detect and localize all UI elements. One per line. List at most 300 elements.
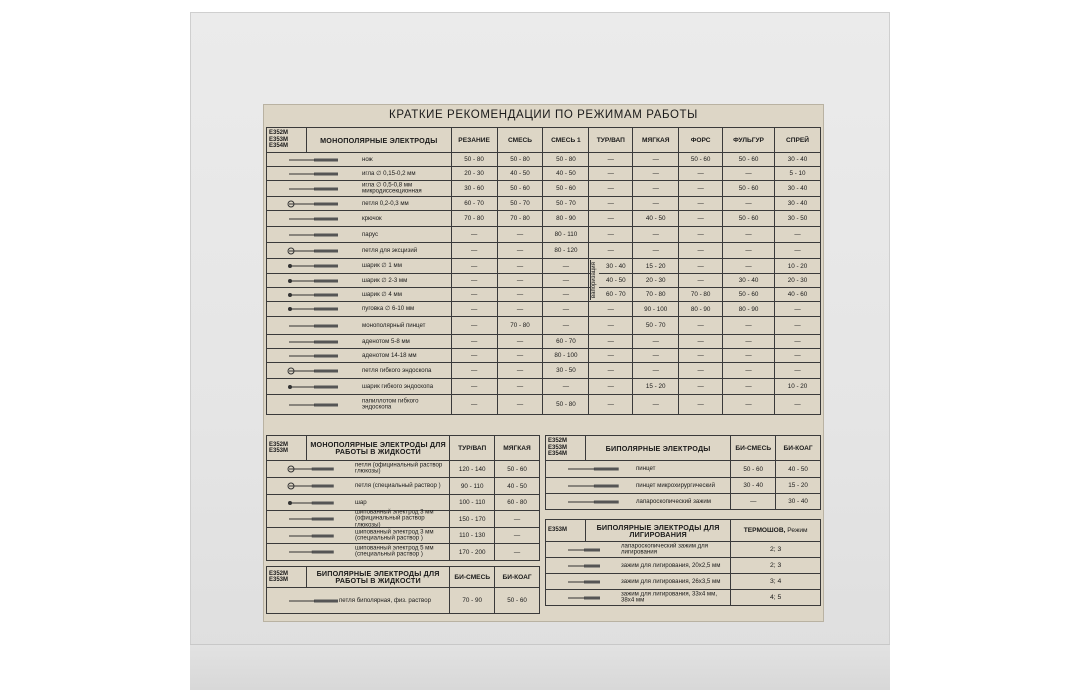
table-row xyxy=(546,542,821,558)
instrument-name: зажим для лигирования, 20x2,5 мм xyxy=(621,561,721,569)
value-cell: 150 - 170 xyxy=(450,511,495,528)
value-cell: 30 - 40 xyxy=(731,478,776,494)
value-cell: — xyxy=(723,167,775,181)
instrument-cell xyxy=(546,461,731,478)
value-cell: — xyxy=(679,197,723,211)
group-header: БИПОЛЯРНЫЕ ЭЛЕКТРОДЫ xyxy=(585,436,730,461)
value-cell: — xyxy=(731,494,776,510)
col-spray: СПРЕЙ xyxy=(775,128,821,153)
instrument-name: шарик гибкого эндоскопа xyxy=(362,382,434,390)
instrument-cell xyxy=(267,153,452,167)
value-cell: — xyxy=(679,395,723,415)
value-cell: — xyxy=(633,349,679,363)
value-cell: — xyxy=(451,379,497,395)
table-row xyxy=(267,243,821,259)
ligation-table xyxy=(545,519,821,606)
value-cell: — xyxy=(497,259,543,274)
instrument-cell xyxy=(267,335,452,349)
table-row xyxy=(267,511,540,528)
table-row xyxy=(267,153,821,167)
col-tur-vap: ТУР/ВАП xyxy=(450,436,495,461)
electrode-drawing-icon xyxy=(287,481,342,491)
instrument-cell xyxy=(267,288,452,302)
value-cell: — xyxy=(679,227,723,243)
col-bi-blend: БИ-СМЕСЬ xyxy=(731,436,776,461)
value-cell: 50 - 80 xyxy=(451,153,497,167)
value-cell: 120 - 140 xyxy=(450,461,495,478)
value-cell: — xyxy=(589,211,633,227)
instrument-name: игла ∅ 0,5-0,8 мм микродиссекционная xyxy=(362,181,422,195)
value-cell: — xyxy=(723,335,775,349)
model-list: E352M E353M xyxy=(267,567,307,588)
instrument-name: папиллотом гибкого эндоскопа xyxy=(362,397,419,411)
electrode-drawing-icon xyxy=(287,400,347,410)
instrument-cell xyxy=(267,349,452,363)
value-cell: 20 - 30 xyxy=(775,274,821,288)
value-cell: 50 - 60 xyxy=(731,461,776,478)
model-list: E353M xyxy=(546,520,586,542)
instrument-name: шарик ∅ 1 мм xyxy=(362,261,402,269)
instrument-name: шипованный электрод 3 мм (официнальный раствор глюкозы) xyxy=(355,508,434,529)
value-cell: 80 - 90 xyxy=(679,302,723,317)
liquid-monopolar-table xyxy=(266,435,540,561)
table-row xyxy=(267,197,821,211)
value-cell: — xyxy=(543,379,589,395)
value-cell: — xyxy=(497,395,543,415)
value-cell: 3; 4 xyxy=(731,574,821,590)
value-cell: — xyxy=(589,349,633,363)
value-cell: 50 - 60 xyxy=(543,181,589,197)
value-cell: 40 - 50 xyxy=(495,478,540,495)
value-cell: — xyxy=(451,274,497,288)
value-cell: — xyxy=(589,363,633,379)
instrument-cell xyxy=(267,363,452,379)
value-cell: — xyxy=(775,302,821,317)
value-cell: — xyxy=(451,302,497,317)
value-cell: — xyxy=(723,349,775,363)
group-header: БИПОЛЯРНЫЕ ЭЛЕКТРОДЫ ДЛЯ РАБОТЫ В ЖИДКОСТИ xyxy=(306,567,449,588)
value-cell: — xyxy=(775,317,821,335)
instrument-name: парус xyxy=(362,230,379,238)
value-cell: — xyxy=(589,379,633,395)
value-cell: — xyxy=(451,243,497,259)
electrode-drawing-icon xyxy=(287,184,347,194)
instrument-cell xyxy=(546,494,731,510)
table-row xyxy=(267,288,821,302)
instrument-name: петля (специальный раствор ) xyxy=(355,481,441,489)
value-cell: 30 - 40 xyxy=(775,181,821,197)
table-row xyxy=(267,363,821,379)
electrode-drawing-icon xyxy=(287,169,347,179)
electrode-drawing-icon xyxy=(287,230,347,240)
value-cell: — xyxy=(633,227,679,243)
liquid-bipolar-table xyxy=(266,566,540,614)
col-tur-vap: ТУР/ВАП xyxy=(589,128,633,153)
table-row xyxy=(546,590,821,606)
instrument-cell xyxy=(267,317,452,335)
value-cell: 40 - 50 xyxy=(633,211,679,227)
table-row xyxy=(267,167,821,181)
value-cell: — xyxy=(679,317,723,335)
col-soft: МЯГКАЯ xyxy=(633,128,679,153)
value-cell: 4; 5 xyxy=(731,590,821,606)
value-cell: 70 - 80 xyxy=(497,211,543,227)
instrument-name: петля для эксцизий xyxy=(362,246,418,254)
vaporization-label: вапоризация xyxy=(590,260,599,300)
instrument-name: зажим для лигирования, 33x4 мм, 38x4 мм xyxy=(621,590,718,604)
instrument-name: петля (официнальный раствор глюкозы) xyxy=(355,461,443,475)
value-cell: 60 - 80 xyxy=(495,495,540,511)
value-cell: — xyxy=(451,259,497,274)
electrode-drawing-icon xyxy=(566,577,606,587)
electrode-drawing-icon xyxy=(287,304,347,314)
instrument-cell xyxy=(267,211,452,227)
model-list: E352M E353M E354M xyxy=(546,436,586,461)
value-cell: 30 - 40 xyxy=(775,153,821,167)
table-row xyxy=(267,302,821,317)
col-forced: ФОРС xyxy=(679,128,723,153)
value-cell: — xyxy=(497,302,543,317)
value-cell: — xyxy=(589,197,633,211)
instrument-name: лапароскопический зажим для лигирования xyxy=(621,542,709,556)
instrument-name: аденотом 5-8 мм xyxy=(362,337,410,345)
value-cell: 80 - 110 xyxy=(543,227,589,243)
value-cell: — xyxy=(543,274,589,288)
instrument-name: аденотом 14-18 мм xyxy=(362,351,417,359)
value-cell: — xyxy=(679,363,723,379)
instrument-name: шарик ∅ 4 мм xyxy=(362,290,402,298)
value-cell: 40 - 50 xyxy=(543,167,589,181)
table-row xyxy=(267,349,821,363)
value-cell: 110 - 130 xyxy=(450,528,495,544)
value-cell: 80 - 120 xyxy=(543,243,589,259)
value-cell: — xyxy=(775,243,821,259)
table-row xyxy=(267,227,821,243)
instrument-name: нож xyxy=(362,155,373,163)
value-cell: — xyxy=(723,259,775,274)
value-cell: — xyxy=(497,288,543,302)
electrode-drawing-icon xyxy=(287,514,342,524)
model-list: E352M E353M xyxy=(267,436,307,461)
value-cell: — xyxy=(679,274,723,288)
value-cell: 90 - 100 xyxy=(633,302,679,317)
electrode-drawing-icon xyxy=(287,261,347,271)
table-row xyxy=(546,574,821,590)
table-row xyxy=(267,317,821,335)
value-cell: 40 - 50 xyxy=(589,274,633,288)
value-cell: 170 - 200 xyxy=(450,544,495,561)
electrode-drawing-icon xyxy=(287,214,347,224)
electrode-drawing-icon xyxy=(287,246,347,256)
value-cell: — xyxy=(679,349,723,363)
value-cell: 70 - 80 xyxy=(633,288,679,302)
instrument-cell xyxy=(267,508,450,529)
value-cell: 70 - 80 xyxy=(679,288,723,302)
electrode-drawing-icon xyxy=(566,545,606,555)
value-cell: — xyxy=(679,181,723,197)
value-cell: — xyxy=(723,395,775,415)
value-cell: — xyxy=(775,395,821,415)
value-cell: — xyxy=(543,317,589,335)
col-blend: СМЕСЬ xyxy=(497,128,543,153)
table-row xyxy=(267,544,540,561)
value-cell: 30 - 40 xyxy=(776,494,821,510)
instrument-cell xyxy=(267,478,450,495)
model-list: E352M E353M E354M xyxy=(267,128,307,153)
value-cell: — xyxy=(495,528,540,544)
value-cell: — xyxy=(633,335,679,349)
value-cell: 50 - 60 xyxy=(495,588,540,614)
value-cell: 70 - 80 xyxy=(451,211,497,227)
instrument-name: пинцет xyxy=(636,464,656,472)
instrument-name: петля гибкого эндоскопа xyxy=(362,366,432,374)
value-cell: — xyxy=(497,363,543,379)
value-cell: 50 - 70 xyxy=(497,197,543,211)
value-cell: 15 - 20 xyxy=(633,379,679,395)
value-cell: — xyxy=(589,243,633,259)
value-cell: 15 - 20 xyxy=(633,259,679,274)
col-soft: МЯГКАЯ xyxy=(495,436,540,461)
instrument-cell xyxy=(267,274,452,288)
value-cell: — xyxy=(589,302,633,317)
col-cut: РЕЗАНИЕ xyxy=(451,128,497,153)
instrument-name: шипованный электрод 5 мм (специальный раствор ) xyxy=(355,544,434,558)
value-cell: — xyxy=(451,227,497,243)
value-cell: 60 - 70 xyxy=(589,288,633,302)
col-bi-coag: БИ-КОАГ xyxy=(776,436,821,461)
group-header: БИПОЛЯРНЫЕ ЭЛЕКТРОДЫ ДЛЯ ЛИГИРОВАНИЯ xyxy=(585,520,730,542)
value-cell: 80 - 100 xyxy=(543,349,589,363)
value-cell: 2; 3 xyxy=(731,558,821,574)
value-cell: — xyxy=(723,197,775,211)
value-cell: 50 - 80 xyxy=(497,153,543,167)
table-row xyxy=(267,259,821,274)
value-cell: — xyxy=(497,227,543,243)
instrument-cell xyxy=(267,528,450,544)
value-cell: 70 - 80 xyxy=(497,317,543,335)
value-cell: — xyxy=(495,511,540,528)
value-cell: — xyxy=(451,335,497,349)
value-cell: — xyxy=(775,335,821,349)
value-cell: — xyxy=(633,363,679,379)
value-cell: 50 - 60 xyxy=(723,181,775,197)
electrode-drawing-icon xyxy=(287,547,342,557)
value-cell: 30 - 40 вапоризация xyxy=(589,259,633,274)
electrode-drawing-icon xyxy=(287,464,342,474)
electrode-drawing-icon xyxy=(287,199,347,209)
electrode-drawing-icon xyxy=(287,321,347,331)
electrode-drawing-icon xyxy=(287,382,347,392)
value-cell: — xyxy=(543,259,589,274)
value-cell: — xyxy=(679,379,723,395)
value-cell: 10 - 20 xyxy=(775,379,821,395)
electrode-drawing-icon xyxy=(566,464,628,474)
electrode-drawing-icon xyxy=(566,593,606,603)
value-cell: — xyxy=(679,259,723,274)
instrument-cell xyxy=(267,243,452,259)
instrument-name: петля 0,2-0,3 мм xyxy=(362,199,409,207)
value-cell: — xyxy=(543,302,589,317)
instrument-cell xyxy=(546,558,731,574)
table-row xyxy=(267,395,821,415)
instrument-name: пуговка ∅ 6-10 мм xyxy=(362,304,415,312)
electrode-drawing-icon xyxy=(287,498,342,508)
value-cell: 20 - 30 xyxy=(451,167,497,181)
value-cell: — xyxy=(723,317,775,335)
group-header: МОНОПОЛЯРНЫЕ ЭЛЕКТРОДЫ xyxy=(306,128,451,153)
instrument-name: крючок xyxy=(362,214,382,222)
value-cell: 50 - 70 xyxy=(543,197,589,211)
value-cell: 40 - 50 xyxy=(776,461,821,478)
instrument-cell xyxy=(267,461,450,478)
electrode-drawing-icon xyxy=(287,155,347,165)
instrument-cell xyxy=(267,259,452,274)
electrode-drawing-icon xyxy=(287,351,347,361)
value-cell: 30 - 40 xyxy=(723,274,775,288)
value-cell: 50 - 60 xyxy=(723,211,775,227)
instrument-cell xyxy=(267,181,452,197)
value-cell: — xyxy=(775,363,821,379)
value-cell: — xyxy=(451,317,497,335)
electrode-drawing-icon xyxy=(287,276,347,286)
value-cell: — xyxy=(589,181,633,197)
table-row xyxy=(546,494,821,510)
box-lid-edge xyxy=(190,644,890,690)
value-cell: 15 - 20 xyxy=(776,478,821,494)
instrument-name: зажим для лигирования, 26x3,5 мм xyxy=(621,577,721,585)
value-cell: — xyxy=(589,153,633,167)
value-cell: — xyxy=(633,181,679,197)
value-cell: 10 - 20 xyxy=(775,259,821,274)
instrument-name: петля биполярная, физ. раствор xyxy=(339,596,431,604)
value-cell: — xyxy=(633,167,679,181)
value-cell: 50 - 60 xyxy=(723,153,775,167)
value-cell: — xyxy=(633,197,679,211)
col-thermoseal: ТЕРМОШОВ, Режим xyxy=(731,520,821,542)
value-cell: — xyxy=(723,227,775,243)
table-row xyxy=(546,461,821,478)
value-cell: 30 - 60 xyxy=(451,181,497,197)
bipolar-table xyxy=(545,435,821,510)
table-row xyxy=(267,461,540,478)
table-row xyxy=(267,274,821,288)
value-cell: — xyxy=(679,211,723,227)
value-cell: — xyxy=(451,363,497,379)
value-cell: 30 - 50 xyxy=(543,363,589,379)
table-row xyxy=(267,528,540,544)
table-row xyxy=(546,558,821,574)
electrode-drawing-icon xyxy=(287,531,342,541)
instrument-name: лапароскопический зажим xyxy=(636,497,711,505)
instrument-cell xyxy=(546,574,731,590)
value-cell: — xyxy=(589,167,633,181)
value-cell: 50 - 60 xyxy=(495,461,540,478)
value-cell: — xyxy=(497,274,543,288)
value-cell: — xyxy=(723,363,775,379)
value-cell: — xyxy=(451,288,497,302)
instrument-cell xyxy=(267,588,450,614)
electrode-drawing-icon xyxy=(287,290,347,300)
value-cell: — xyxy=(497,379,543,395)
value-cell: — xyxy=(775,227,821,243)
table-row xyxy=(267,478,540,495)
value-cell: 5 - 10 xyxy=(775,167,821,181)
value-cell: 50 - 70 xyxy=(633,317,679,335)
electrode-drawing-icon xyxy=(566,497,628,507)
value-cell: 60 - 70 xyxy=(451,197,497,211)
table-row xyxy=(267,335,821,349)
instrument-name: шарик ∅ 2-3 мм xyxy=(362,276,408,284)
value-cell: 70 - 90 xyxy=(450,588,495,614)
value-cell: — xyxy=(679,167,723,181)
instrument-cell xyxy=(267,379,452,395)
value-cell: 50 - 60 xyxy=(497,181,543,197)
value-cell: 50 - 80 xyxy=(543,395,589,415)
value-cell: 80 - 90 xyxy=(543,211,589,227)
instrument-cell xyxy=(546,542,731,558)
instrument-name: игла ∅ 0,15-0,2 мм xyxy=(362,169,416,177)
value-cell: 40 - 60 xyxy=(775,288,821,302)
instrument-cell xyxy=(267,167,452,181)
value-cell: 50 - 60 xyxy=(679,153,723,167)
value-cell: 40 - 50 xyxy=(497,167,543,181)
value-cell: — xyxy=(723,243,775,259)
col-bi-blend: БИ-СМЕСЬ xyxy=(450,567,495,588)
instrument-name: шар xyxy=(355,498,367,506)
value-cell: — xyxy=(589,227,633,243)
instrument-name: шипованный электрод 3 мм (специальный раствор ) xyxy=(355,528,434,542)
value-cell: 60 - 70 xyxy=(543,335,589,349)
value-cell: — xyxy=(633,153,679,167)
instrument-cell xyxy=(267,197,452,211)
value-cell: — xyxy=(679,243,723,259)
electrode-drawing-icon xyxy=(287,366,347,376)
instrument-name: монополярный пинцет xyxy=(362,321,426,329)
value-cell: — xyxy=(495,544,540,561)
value-cell: — xyxy=(497,349,543,363)
value-cell: — xyxy=(589,395,633,415)
value-cell: — xyxy=(451,349,497,363)
value-cell: — xyxy=(497,243,543,259)
value-cell: — xyxy=(543,288,589,302)
instrument-cell xyxy=(546,478,731,494)
value-cell: 30 - 40 xyxy=(775,197,821,211)
col-bi-coag: БИ-КОАГ xyxy=(495,567,540,588)
value-cell: — xyxy=(775,349,821,363)
instrument-cell xyxy=(267,395,452,415)
value-cell: — xyxy=(497,335,543,349)
value-cell: — xyxy=(451,395,497,415)
instrument-cell xyxy=(546,590,731,606)
value-cell: — xyxy=(679,335,723,349)
instrument-cell xyxy=(267,302,452,317)
col-fulgur: ФУЛЬГУР xyxy=(723,128,775,153)
value-cell: — xyxy=(633,395,679,415)
value-cell: — xyxy=(589,317,633,335)
instrument-name: пинцет микрохирургический xyxy=(636,481,715,489)
table-row xyxy=(546,478,821,494)
main-title: КРАТКИЕ РЕКОМЕНДАЦИИ ПО РЕЖИМАМ РАБОТЫ xyxy=(389,109,698,121)
table-row xyxy=(267,211,821,227)
instrument-cell xyxy=(267,544,450,561)
electrode-drawing-icon xyxy=(287,337,347,347)
table-row xyxy=(267,181,821,197)
value-cell: — xyxy=(633,243,679,259)
group-header: МОНОПОЛЯРНЫЕ ЭЛЕКТРОДЫ ДЛЯ РАБОТЫ В ЖИДКОСТИ xyxy=(306,436,449,461)
table-row xyxy=(267,379,821,395)
value-cell: 30 - 50 xyxy=(775,211,821,227)
value-cell: — xyxy=(589,335,633,349)
